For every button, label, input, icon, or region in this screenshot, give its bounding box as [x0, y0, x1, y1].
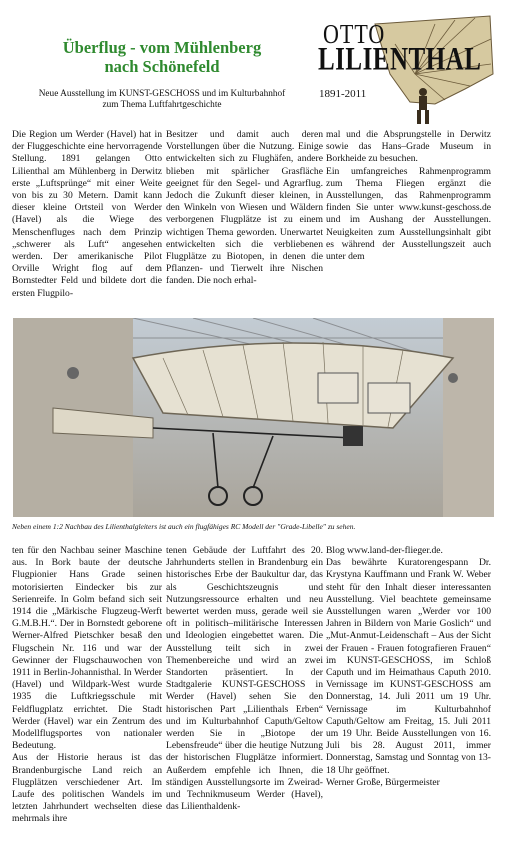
lilienthal-logo — [315, 14, 495, 129]
column-bottom-1: ten für den Nachbau seiner Maschine aus. In Bork baute der deutsche Flugpionier Hans Grade seinen motorisierten Eindecker bis zur Serienreife. In Golm befand sich seit 1914 die „Märkische Flugzeug-Werft G.M.B.H.“. Der in Bornstedt geborene Werner-Alfred Pietschker besaß den Flugschein Nr. 116 und war der Gewinner der Flugschauwochen von 1911 in Berlin-Johannisthal. In Werder (Havel) und Wildpark-West wurde 1935 die Luftkriegsschule mit Feldflugplatz errichtet. Die Stadt Werder (Havel) war ein Zentrum des Modellflugsportes von nationaler Bedeutung. Aus der Historie heraus ist das Brandenburgische Land reich an Flugplätzen verschiedener Art. Im Laufe des politischen Wandels im letzten Jahrhundert wechselten diese mehrmals ihre — [12, 545, 162, 825]
photo-caption: Neben einem 1:2 Nachbau des Lilienthalgleiters ist auch ein flugfähiges RC Modell der "Grade-Libelle" zu sehen. — [12, 522, 356, 531]
article-subtitle — [14, 89, 310, 111]
column-top-3: mal und die Absprungstelle in Derwitz sowie das Hans–Grade Museum in Borkheide zu besuchen. Ein umfangreiches Rahmenprogramm zum Thema Fliegen ergänzt die Ausstellungen, das Rahmenprogramm finden Sie unter www.kunst-geschoss.de und im Aushang der Ausstellungen. Neuigkeiten zum Ausstellungsinhalt gibt es während der Ausstellungszeit auch unter dem — [326, 129, 491, 263]
column-bottom-2: tenen Gebäude der Luftfahrt des 20. Jahrhunderts stellen in Brandenburg ein historisches Erbe der Baukultur dar, das als Geschichtszeugnis und Nutzungsressource erhalten und neu bewertet werden muss, gerade weil sie oft in politisch–militärische Interessen und Ideologien eingebettet waren. Die Ausstellung teilt sich in zwei Themenbereiche und wird an zwei Standorten präsentiert. In der Stadtgalerie KUNST-GESCHOSS in Werder (Havel) sehen Sie den historischen Part „Lilienthals Erben“ und im Kulturbahnhof Caputh/Geltow werden Sie in „Biotope der Lebensfreude“ über die heutige Nutzung der historischen Flugplätze informiert. Außerdem empfehle ich Ihnen, die ständigen Ausstellungsorte im Zweirad- und Technikmuseum Werder (Havel), das Lilienthaldenk- — [166, 545, 323, 813]
title-line-2: nach Schönefeld — [104, 57, 220, 76]
glider-photo-graphic — [13, 318, 494, 517]
article-title — [14, 38, 310, 76]
subtitle-line-1: Neue Ausstellung im KUNST-GESCHOSS und im Kulturbahnhof — [38, 89, 286, 99]
subtitle-line-2: zum Thema Luftfahrtgeschichte — [102, 100, 222, 110]
logo-line-2: LILIENTHAL — [318, 42, 482, 78]
column-top-1: Die Region um Werder (Havel) hat in der Fluggeschichte eine hervorragende Stellung. 1891 gelangen Otto Lilienthal am Mühlenberg in Derwitz erste „Luftsprünge“ mit einer Weite von bis zu 30 Metern. Damit kann dieser kleine Ortsteil von Werder (Havel) als die Wiege des Menschenfluges nach dem Prinzip „schwerer als Luft“ angesehen werden. Der amerikanische Pilot Orville Wright flog auf dem Bornstedter Feld und bildete dort die ersten Flugpilo- — [12, 129, 162, 299]
column-bottom-3: Blog www.land-der-flieger.de. Das bewährte Kuratorengespann Dr. Krystyna Kauffmann und Frank W. Weber steht für den Inhalt dieser interessanten Ausstellung. Viel beachtete gemeinsame Ausstellungen waren „Werder vor 100 Jahren in Bildern von Marie Goslich“ und „Mut-Anmut-Leidenschaft – Aus der Sicht der Frauen - Frauen fotografieren Frauen“ im KUNST-GESCHOSS, im Schloß Caputh und im Heimathaus Caputh 2010. Vernissage im KUNST-GESCHOSS am Donnerstag, 14. Juli 2011 um 19 Uhr. Vernissage im Kulturbahnhof Caputh/Geltow am Freitag, 15. Juli 2011 um 19 Uhr. Beide Ausstellungen von 16. Juli bis 28. August 2011, immer Donnerstag, Samstag und Sonntag von 13-18 Uhr geöffnet. Werner Große, Bürgermeister — [326, 545, 491, 788]
title-line-1: Überflug - vom Mühlenberg — [62, 38, 262, 57]
logo-years: 1891-2011 — [319, 88, 367, 100]
logo-line-1: OTTO — [323, 18, 386, 50]
exhibition-photo — [13, 318, 494, 517]
column-top-2: Besitzer und damit auch deren Vorstellungen über die Nutzung. Einige entwickelten sich zu Flughäfen, andere blieben mit spärlicher Grasfläche geeignet für den Segel- und Agrarflug. Jedoch die Zukunft dieser kleinen, in den Winkeln von Wiesen und Wäldern verborgenen Flugplätze ist zu einem wichtigen Thema geworden. Unerwartet entwickelten sich die verbliebenen Flugplätze zu Biotopen, in denen die Pflanzen- und Tierwelt ihre Nischen fanden. Die noch erhal- — [166, 129, 323, 287]
